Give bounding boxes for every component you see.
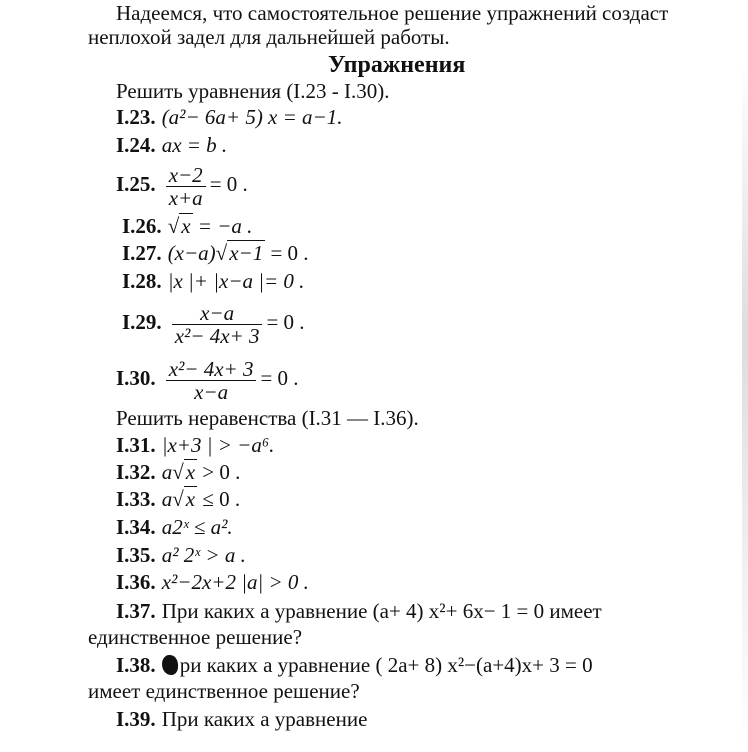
exercise-i37-line-2: единственное решение? xyxy=(88,625,303,649)
square-root xyxy=(172,486,197,512)
square-root xyxy=(216,240,266,266)
denominator: x−a xyxy=(194,379,229,404)
exercise-number: I.29. xyxy=(122,310,162,334)
radical-sign: √ xyxy=(172,460,184,484)
page-title: Упражнения xyxy=(328,52,466,78)
page-edge-shadow xyxy=(742,60,748,750)
radical-sign: √ xyxy=(167,214,180,238)
exercise-i28 xyxy=(122,268,304,294)
fraction xyxy=(172,302,263,347)
exercise-i25 xyxy=(116,160,248,209)
numerator: x−a xyxy=(172,302,263,325)
exercise-number: I.28. xyxy=(122,269,162,293)
exercise-expression: ax = b . xyxy=(161,133,228,157)
exercise-rest: = 0 . xyxy=(266,310,305,334)
exercise-i26 xyxy=(122,213,252,239)
exercise-i30 xyxy=(116,354,299,403)
exercise-rest: = 0 . xyxy=(209,172,248,196)
section-inequalities-heading: Решить неравенства (I.31 — I.36). xyxy=(116,406,419,430)
radical-sign: √ xyxy=(172,487,184,511)
exercise-rest: = −a . xyxy=(197,214,253,238)
exercise-number: I.26. xyxy=(122,214,162,238)
denominator: x+a xyxy=(168,185,203,210)
square-root xyxy=(172,459,197,485)
exercise-number: I.32. xyxy=(116,460,156,484)
exercise-i37 xyxy=(116,598,722,624)
fraction xyxy=(166,358,257,403)
exercise-number: I.27. xyxy=(122,241,162,265)
numerator: x²− 4x+ 3 xyxy=(166,358,257,381)
exercise-i24 xyxy=(116,132,227,158)
exercise-text-line-1: ри каких a уравнение ( 2a+ 8) x²−(a+4)x+ 3 = 0 xyxy=(179,653,593,677)
exercise-i27 xyxy=(122,240,309,266)
ink-blot xyxy=(162,655,178,675)
exercise-rest: = 0 . xyxy=(260,366,299,390)
exercise-expression: |x+3 | > −a⁶. xyxy=(161,433,275,457)
exercise-expression: |x |+ |x−a |= 0 . xyxy=(167,269,305,293)
exercise-number: I.31. xyxy=(116,433,156,457)
exercise-number: I.34. xyxy=(116,515,156,539)
exercise-i23 xyxy=(116,104,342,130)
cropped-formula-fragment xyxy=(250,740,510,752)
radical-sign: √ xyxy=(215,241,228,265)
exercise-prefix: a xyxy=(161,460,173,484)
exercise-i29 xyxy=(122,298,305,347)
radicand: x xyxy=(185,460,196,484)
exercise-number: I.25. xyxy=(116,172,156,196)
exercise-expression: x²−2x+2 |a| > 0 . xyxy=(161,570,309,594)
exercise-i32 xyxy=(116,459,240,485)
exercise-rest: ≤ 0 . xyxy=(202,487,241,511)
exercise-number: I.38. xyxy=(116,653,156,677)
exercise-prefix: (x−a) xyxy=(167,241,216,265)
exercise-number: I.24. xyxy=(116,133,156,157)
denominator: x²− 4x+ 3 xyxy=(174,323,260,348)
exercise-number: I.33. xyxy=(116,487,156,511)
exercise-expression: a2ˣ ≤ a². xyxy=(161,515,233,539)
radicand: x xyxy=(181,214,191,238)
square-root xyxy=(168,213,193,239)
exercise-expression: (a²− 6a+ 5) x = a−1. xyxy=(161,105,343,129)
intro-line-2: неплохой задел для дальнейшей работы. xyxy=(88,25,450,49)
intro-line-1: Надеемся, что самостоятельное решение упражнений создаст xyxy=(116,1,669,25)
exercise-rest: > 0 . xyxy=(202,460,241,484)
exercise-i33 xyxy=(116,486,240,512)
exercise-i34 xyxy=(116,514,233,540)
exercise-number: I.23. xyxy=(116,105,156,129)
exercise-i39 xyxy=(116,706,367,732)
exercise-rest: = 0 . xyxy=(270,241,309,265)
exercise-i36 xyxy=(116,569,309,595)
exercise-expression: a² 2ˣ > a . xyxy=(161,543,246,567)
exercise-text-line-1: При каких a уравнение xyxy=(161,707,368,731)
exercise-number: I.36. xyxy=(116,570,156,594)
exercise-number: I.30. xyxy=(116,366,156,390)
exercise-text-line-1: При каких a уравнение (a+ 4) x²+ 6x− 1 = 0 имеет xyxy=(161,599,602,623)
exercise-i35 xyxy=(116,542,246,568)
exercise-i38 xyxy=(116,652,722,678)
exercise-i31 xyxy=(116,432,274,458)
fraction xyxy=(166,164,206,209)
exercise-number: I.35. xyxy=(116,543,156,567)
numerator: x−2 xyxy=(166,164,206,187)
radicand: x xyxy=(185,487,196,511)
exercise-number: I.39. xyxy=(116,707,156,731)
radicand: x−1 xyxy=(229,241,264,265)
exercise-prefix: a xyxy=(161,487,173,511)
exercise-number: I.37. xyxy=(116,599,156,623)
section-equations-heading: Решить уравнения (I.23 - I.30). xyxy=(116,79,390,103)
exercise-i38-line-2: имеет единственное решение? xyxy=(88,679,360,703)
